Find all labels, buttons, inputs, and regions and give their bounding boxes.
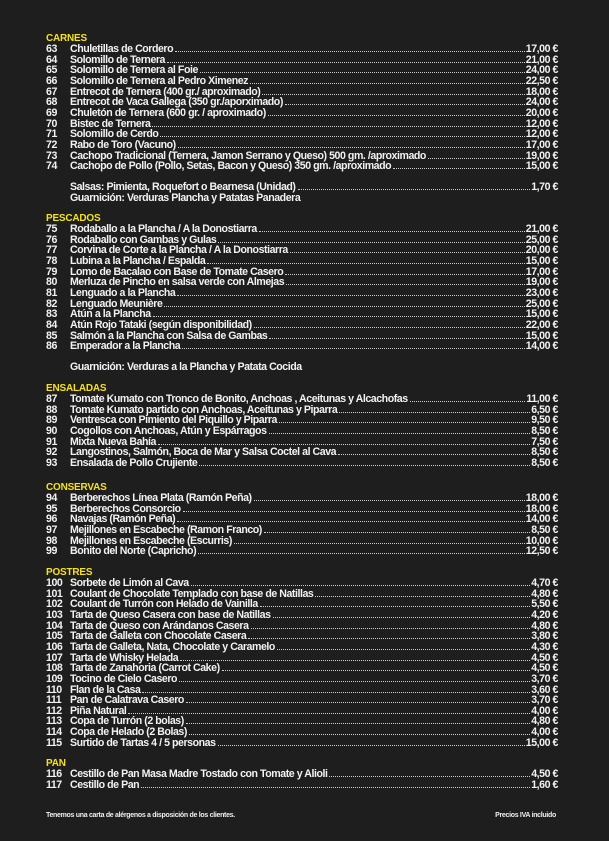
item-price: 4,80 € <box>531 587 558 600</box>
item-number: 100 <box>46 577 63 590</box>
item-name: Rodaballo con Gambas y Gulas <box>70 233 217 246</box>
item-name: Lubina a la Plancha / Espalda <box>70 255 206 268</box>
item-price: 4,20 € <box>531 609 558 622</box>
dot-leader <box>338 454 530 455</box>
dot-leader <box>251 628 531 629</box>
menu-item <box>46 726 558 737</box>
item-number: 116 <box>46 768 62 781</box>
menu-item <box>46 118 558 129</box>
item-name: Bonito del Norte (Capricho) <box>70 545 197 558</box>
item-name: Atún a la Plancha <box>70 308 151 321</box>
dot-leader <box>315 596 530 597</box>
item-name: Corvina de Corte a la Plancha / A la Donostiarra <box>70 244 288 257</box>
item-price: 3,70 € <box>531 672 558 685</box>
menu-item <box>46 620 558 631</box>
item-price: 15,00 € <box>525 308 558 321</box>
dot-leader <box>218 745 525 746</box>
item-name: Copa de Turrón (2 bolas) <box>70 715 184 728</box>
item-price: 18,00 € <box>525 502 558 515</box>
menu-item <box>46 234 558 245</box>
menu-item <box>46 673 558 684</box>
menu-item <box>46 150 558 161</box>
menu-item <box>46 255 558 266</box>
item-price: 3,60 € <box>531 683 558 696</box>
item-number: 90 <box>46 425 57 438</box>
menu-item <box>46 609 558 620</box>
menu-item <box>46 493 558 504</box>
menu-item <box>46 769 558 780</box>
item-number: 94 <box>46 492 57 505</box>
item-number: 108 <box>46 662 63 675</box>
item-price: 4,00 € <box>531 704 558 717</box>
item-price: 18,00 € <box>525 492 558 505</box>
item-price: 15,00 € <box>525 329 558 342</box>
menu-item <box>46 546 558 557</box>
item-number: 95 <box>46 502 57 515</box>
item-price: 8,50 € <box>531 456 558 469</box>
item-name: Solomillo de Cerdo <box>70 128 159 141</box>
item-number: 66 <box>46 75 57 88</box>
menu-item <box>46 695 558 706</box>
item-price: 4,80 € <box>531 619 558 632</box>
dot-leader <box>198 553 525 554</box>
dot-leader <box>191 585 531 586</box>
dot-leader <box>160 136 524 137</box>
item-number: 65 <box>46 64 57 77</box>
menu-section-ensaladas <box>46 383 558 468</box>
item-price: 17,00 € <box>525 138 558 151</box>
dot-leader <box>179 681 530 682</box>
menu-item <box>46 107 558 118</box>
menu-item <box>46 245 558 256</box>
dot-leader <box>177 521 525 522</box>
spacer <box>46 351 558 362</box>
item-name: Berberechos Línea Plata (Ramón Peña) <box>70 492 252 505</box>
item-price: 4,50 € <box>531 768 558 781</box>
item-number: 76 <box>46 233 57 246</box>
item-name: Tarta de Queso Casera con base de Natillas <box>70 609 271 622</box>
item-price: 22,00 € <box>525 318 558 331</box>
item-price: 23,00 € <box>525 286 558 299</box>
item-name: Salmón a la Plancha con Salsa de Gambas <box>70 329 268 342</box>
item-name: Tarta de Whisky Helada <box>70 651 179 664</box>
item-name: Pan de Calatrava Casero <box>70 694 184 707</box>
menu-item <box>46 503 558 514</box>
item-name: Surtido de Tartas 4 / 5 personas <box>70 736 216 749</box>
item-name: Entrecot de Ternera (400 gr./ aproximado) <box>70 85 261 98</box>
dot-leader <box>298 189 531 190</box>
item-price: 15,00 € <box>525 160 558 173</box>
item-number: 82 <box>46 297 57 310</box>
dot-leader <box>259 231 525 232</box>
item-name: Tocino de Cielo Casero <box>70 672 178 685</box>
item-price: 3,70 € <box>531 694 558 707</box>
item-price: 17,00 € <box>525 43 558 56</box>
menu-item <box>46 330 558 341</box>
item-number: 85 <box>46 329 57 342</box>
item-name: Coulant de Chocolate Templado con base de Natillas <box>70 587 314 600</box>
item-number: 67 <box>46 85 57 98</box>
menu-section-pescados <box>46 213 558 372</box>
item-number: 101 <box>46 587 63 600</box>
item-price: 9,50 € <box>531 414 558 427</box>
item-number: 107 <box>46 651 63 664</box>
item-number: 69 <box>46 106 57 119</box>
item-price: 4,50 € <box>531 651 558 664</box>
dot-leader <box>153 316 525 317</box>
dot-leader <box>393 168 525 169</box>
item-number: 104 <box>46 619 63 632</box>
dot-leader <box>329 776 530 777</box>
menu-item <box>46 652 558 663</box>
dot-leader <box>158 444 530 445</box>
menu-item <box>46 514 558 525</box>
item-number: 97 <box>46 524 57 537</box>
item-number: 78 <box>46 255 57 268</box>
item-price: 10,00 € <box>525 534 558 547</box>
item-number: 92 <box>46 446 57 459</box>
menu-item <box>46 716 558 727</box>
menu-item <box>46 779 558 790</box>
item-name: Berberechos Consorcio <box>70 502 181 515</box>
menu-item <box>46 425 558 436</box>
dot-leader <box>175 51 525 52</box>
menu-item <box>46 599 558 610</box>
item-number: 83 <box>46 308 57 321</box>
dot-leader <box>199 465 530 466</box>
menu-item <box>46 578 558 589</box>
menu-item <box>46 139 558 150</box>
item-price: 25,00 € <box>525 297 558 310</box>
dot-leader <box>164 306 524 307</box>
item-name: Tarta de Galleta, Nata, Chocolate y Caramelo <box>70 640 275 653</box>
item-name: Tomate Kumato con Tronco de Bonito, Anchoas , Aceitunas y Alcachofas <box>70 393 408 406</box>
dot-leader <box>277 649 530 650</box>
item-name: Rodaballo a la Plancha / A la Donostiarra <box>70 223 257 236</box>
item-name: Ensalada de Pollo Crujiente <box>70 456 198 469</box>
item-name: Tarta de Zanahoria (Carrot Cake) <box>70 662 220 675</box>
menu-item <box>46 54 558 65</box>
menu-item <box>46 287 558 298</box>
dot-leader <box>286 284 525 285</box>
item-number: 110 <box>46 683 62 696</box>
item-price: 7,50 € <box>531 435 558 448</box>
item-number: 93 <box>46 456 57 469</box>
dot-leader <box>207 263 524 264</box>
section-heading: PAN <box>46 757 66 769</box>
item-price: 11,00 € <box>526 393 558 406</box>
item-name: Cestillo de Pan <box>70 778 140 791</box>
menu-item <box>46 737 558 748</box>
item-number: 98 <box>46 534 57 547</box>
item-price: 17,00 € <box>525 265 558 278</box>
menu-item <box>46 97 558 108</box>
menu-item <box>46 631 558 642</box>
item-number: 89 <box>46 414 57 427</box>
item-name: Copa de Helado (2 Bolas) <box>70 726 187 739</box>
menu-item <box>46 705 558 716</box>
item-number: 73 <box>46 149 57 162</box>
item-number: 109 <box>46 672 63 685</box>
dot-leader <box>254 500 525 501</box>
note-text: Guarnición: Verduras Plancha y Patatas Panadera <box>70 192 301 205</box>
item-name: Flan de la Casa <box>70 683 141 696</box>
dot-leader <box>218 242 524 243</box>
item-number: 99 <box>46 545 57 558</box>
note-price: 1,70 € <box>531 181 558 194</box>
menu-item <box>46 309 558 320</box>
item-price: 3,80 € <box>531 630 558 643</box>
item-name: Entrecot de Vaca Gallega (350 gr./aporximado) <box>70 96 283 109</box>
item-number: 75 <box>46 223 57 236</box>
item-number: 113 <box>46 715 62 728</box>
menu-item <box>46 415 558 426</box>
menu-item <box>46 65 558 76</box>
dot-leader <box>260 606 530 607</box>
item-price: 4,70 € <box>531 577 558 590</box>
item-price: 8,50 € <box>531 446 558 459</box>
item-name: Solomillo de Ternera al Pedro Ximenez <box>70 75 249 88</box>
menu-note <box>46 192 558 203</box>
item-name: Lomo de Bacalao con Base de Tomate Casero <box>70 265 284 278</box>
spacer <box>46 171 558 182</box>
menu-item <box>46 277 558 288</box>
dot-leader <box>186 723 530 724</box>
menu-item <box>46 457 558 468</box>
item-price: 15,00 € <box>525 736 558 749</box>
item-number: 105 <box>46 630 63 643</box>
item-price: 19,00 € <box>525 149 558 162</box>
item-name: Solomillo de Ternera al Foie <box>70 64 198 77</box>
dot-leader <box>339 412 530 413</box>
dot-leader <box>180 660 530 661</box>
item-name: Coulant de Turrón con Helado de Vainilla <box>70 598 258 611</box>
section-heading: PESCADOS <box>46 212 101 224</box>
item-name: Tomate Kumato partido con Anchoas, Aceitunas y Piparra <box>70 403 338 416</box>
item-name: Piña Natural <box>70 704 127 717</box>
item-number: 74 <box>46 160 57 173</box>
item-price: 14,00 € <box>525 340 558 353</box>
dot-leader <box>428 158 525 159</box>
item-number: 63 <box>46 43 57 56</box>
item-number: 88 <box>46 403 57 416</box>
dot-leader <box>410 401 526 402</box>
item-number: 86 <box>46 340 57 353</box>
item-price: 8,50 € <box>531 524 558 537</box>
dot-leader <box>152 126 524 127</box>
menu-item <box>46 684 558 695</box>
dot-leader <box>189 734 530 735</box>
item-number: 114 <box>46 726 62 739</box>
menu-section-pan <box>46 758 558 790</box>
item-price: 12,50 € <box>525 545 558 558</box>
item-number: 106 <box>46 640 63 653</box>
item-price: 15,00 € <box>525 255 558 268</box>
item-name: Lenguado Meunière <box>70 297 163 310</box>
item-number: 102 <box>46 598 63 611</box>
menu-item <box>46 224 558 235</box>
item-name: Mixta Nueva Bahía <box>70 435 156 448</box>
item-number: 103 <box>46 609 63 622</box>
item-name: Langostinos, Salmón, Boca de Mar y Salsa Coctel al Cava <box>70 446 337 459</box>
dot-leader <box>264 532 530 533</box>
menu-section-postres <box>46 567 558 748</box>
item-number: 68 <box>46 96 57 109</box>
dot-leader <box>177 295 524 296</box>
menu-section-conservas <box>46 482 558 556</box>
item-number: 96 <box>46 513 57 526</box>
dot-leader <box>178 147 525 148</box>
menu-item <box>46 319 558 330</box>
item-number: 111 <box>46 694 62 707</box>
dot-leader <box>222 670 531 671</box>
item-price: 4,00 € <box>531 726 558 739</box>
item-name: Merluza de Pincho en salsa verde con Almejas <box>70 276 285 289</box>
item-price: 4,30 € <box>531 640 558 653</box>
item-price: 4,80 € <box>531 715 558 728</box>
menu-section-carnes <box>46 33 558 203</box>
item-name: Cachopo Tradicional (Ternera, Jamon Serrano y Queso) 500 gm. /aproximado <box>70 149 426 162</box>
item-number: 81 <box>46 286 57 299</box>
item-price: 1,60 € <box>531 778 558 791</box>
menu-item <box>46 524 558 535</box>
dot-leader <box>200 72 525 73</box>
dot-leader <box>268 115 525 116</box>
item-price: 14,00 € <box>525 513 558 526</box>
item-price: 24,00 € <box>525 96 558 109</box>
menu-item <box>46 447 558 458</box>
item-price: 25,00 € <box>525 233 558 246</box>
item-name: Emperador a la Plancha <box>70 340 181 353</box>
section-heading: POSTRES <box>46 566 93 578</box>
dot-leader <box>183 511 525 512</box>
item-name: Mejillones en Escabeche (Escurris) <box>70 534 232 547</box>
item-name: Chuletón de Ternera (600 gr. / aproximado) <box>70 106 266 119</box>
dot-leader <box>285 104 525 105</box>
item-name: Tarta de Galleta con Chocolate Casera <box>70 630 247 643</box>
item-name: Navajas (Ramón Peña) <box>70 513 176 526</box>
menu-item <box>46 266 558 277</box>
item-number: 115 <box>46 736 62 749</box>
menu-item <box>46 129 558 140</box>
dot-leader <box>269 433 531 434</box>
menu-item <box>46 535 558 546</box>
item-price: 6,50 € <box>531 403 558 416</box>
item-price: 21,00 € <box>525 53 558 66</box>
item-price: 18,00 € <box>525 85 558 98</box>
item-name: Lenguado a la Plancha <box>70 286 176 299</box>
item-name: Cogollos con Anchoas, Atún y Espárragos <box>70 425 267 438</box>
item-number: 70 <box>46 117 57 130</box>
item-number: 84 <box>46 318 57 331</box>
menu-item <box>46 86 558 97</box>
menu-item <box>46 161 558 172</box>
item-price: 21,00 € <box>525 223 558 236</box>
note-text: Guarnición: Verduras a la Plancha y Patata Cocida <box>70 361 302 374</box>
note-text: Salsas: Pimienta, Roquefort o Bearnesa (Unidad) <box>70 181 296 194</box>
section-heading: CONSERVAS <box>46 481 107 493</box>
vat-notice: Precios IVA incluido <box>495 812 556 819</box>
dot-leader <box>285 274 524 275</box>
section-heading: CARNES <box>46 32 87 44</box>
dot-leader <box>254 327 525 328</box>
section-heading: ENSALADAS <box>46 382 107 394</box>
dot-leader <box>262 94 524 95</box>
item-number: 77 <box>46 244 57 257</box>
item-price: 24,00 € <box>525 64 558 77</box>
dot-leader <box>186 702 530 703</box>
menu-item <box>46 436 558 447</box>
item-name: Rabo de Toro (Vacuno) <box>70 138 176 151</box>
menu-note <box>46 362 558 373</box>
item-name: Mejillones en Escabeche (Ramon Franco) <box>70 524 262 537</box>
menu-item <box>46 298 558 309</box>
item-price: 20,00 € <box>525 106 558 119</box>
item-name: Solomillo de Ternera <box>70 53 165 66</box>
menu-item <box>46 394 558 405</box>
dot-leader <box>269 338 524 339</box>
dot-leader <box>182 348 525 349</box>
item-number: 117 <box>46 778 62 791</box>
dot-leader <box>141 787 530 788</box>
dot-leader <box>167 62 525 63</box>
item-number: 91 <box>46 435 57 448</box>
menu-item <box>46 341 558 352</box>
item-name: Cachopo de Pollo (Pollo, Setas, Bacon y Queso) 350 gm. /aproximado <box>70 160 392 173</box>
menu-item <box>46 588 558 599</box>
item-price: 12,00 € <box>525 117 558 130</box>
item-name: Sorbete de Limón al Cava <box>70 577 189 590</box>
item-price: 4,50 € <box>531 662 558 675</box>
dot-leader <box>142 692 530 693</box>
item-price: 8,50 € <box>531 425 558 438</box>
menu-note <box>46 182 558 193</box>
allergen-notice: Tenemos una carta de alérgenos a disposición de los clientes. <box>46 812 235 819</box>
item-number: 112 <box>46 704 62 717</box>
item-price: 20,00 € <box>525 244 558 257</box>
dot-leader <box>234 543 525 544</box>
item-name: Atún Rojo Tataki (según disponibilidad) <box>70 318 252 331</box>
menu-item <box>46 663 558 674</box>
menu-item <box>46 404 558 415</box>
item-number: 72 <box>46 138 57 151</box>
item-name: Ventresca con Pimiento del Piquillo y Piparra <box>70 414 277 427</box>
menu-item <box>46 75 558 86</box>
item-name: Bistec de Ternera <box>70 117 151 130</box>
dot-leader <box>279 422 530 423</box>
item-name: Chuletillas de Cordero <box>70 43 174 56</box>
item-price: 12,00 € <box>525 128 558 141</box>
menu-item <box>46 44 558 55</box>
item-price: 5,50 € <box>531 598 558 611</box>
item-number: 79 <box>46 265 57 278</box>
item-number: 80 <box>46 276 57 289</box>
item-number: 64 <box>46 53 57 66</box>
dot-leader <box>128 713 530 714</box>
dot-leader <box>290 252 525 253</box>
item-number: 87 <box>46 393 57 406</box>
dot-leader <box>248 638 530 639</box>
item-name: Cestillo de Pan Masa Madre Tostado con Tomate y Alioli <box>70 768 328 781</box>
item-name: Tarta de Queso con Arándanos Casera <box>70 619 249 632</box>
item-price: 19,00 € <box>525 276 558 289</box>
item-number: 71 <box>46 128 57 141</box>
item-price: 22,50 € <box>525 75 558 88</box>
menu-item <box>46 641 558 652</box>
dot-leader <box>250 83 525 84</box>
dot-leader <box>273 617 531 618</box>
